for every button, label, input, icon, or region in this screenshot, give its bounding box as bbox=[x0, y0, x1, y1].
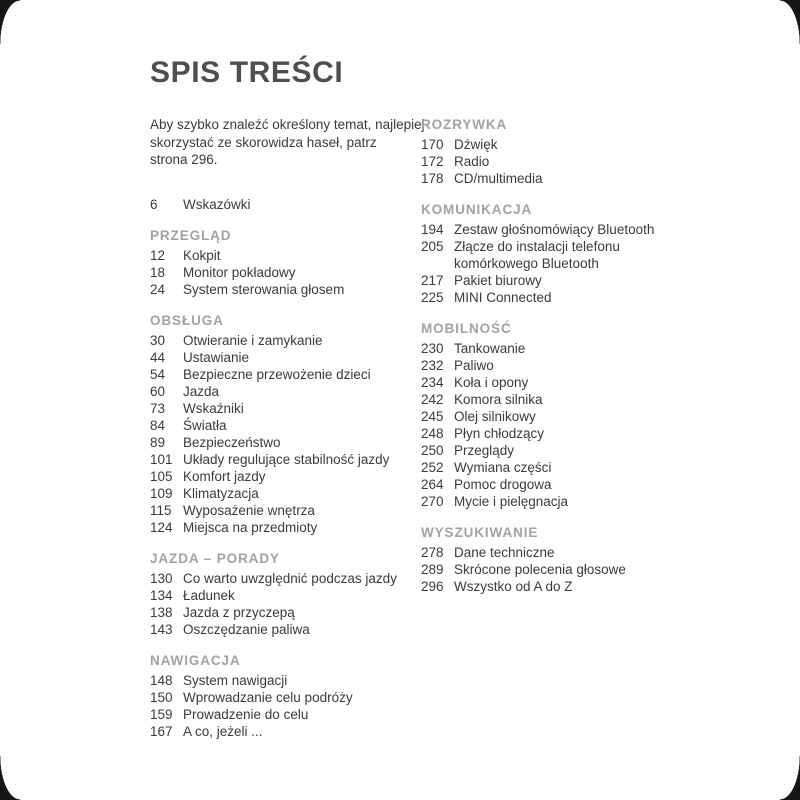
section-heading: OBSŁUGA bbox=[150, 312, 224, 328]
entry-label: MINI Connected bbox=[454, 290, 552, 305]
entry-label: Kokpit bbox=[183, 247, 221, 263]
entry-page-number: 205 bbox=[421, 239, 444, 254]
entry-page-number: 138 bbox=[150, 604, 173, 620]
toc-entry bbox=[150, 247, 430, 264]
entry-page-number: 24 bbox=[150, 281, 166, 297]
toc-entry bbox=[421, 153, 693, 170]
toc-entry bbox=[421, 357, 693, 374]
toc-entry bbox=[150, 485, 430, 502]
entry-page-number: 12 bbox=[150, 247, 166, 263]
entry-label: Tankowanie bbox=[454, 341, 526, 356]
toc-entry bbox=[150, 383, 430, 400]
entry-label: Pakiet biurowy bbox=[454, 273, 542, 288]
entry-label: Wszystko od A do Z bbox=[454, 579, 573, 594]
toc-entry bbox=[150, 587, 430, 604]
entry-page-number: 232 bbox=[421, 358, 444, 373]
section-heading: NAWIGACJA bbox=[150, 652, 241, 668]
toc-entry bbox=[421, 561, 693, 578]
photo-corner-mark-top-left bbox=[0, 0, 20, 44]
entry-page-number: 115 bbox=[150, 502, 172, 518]
entry-page-number: 101 bbox=[150, 451, 173, 467]
entry-label: Olej silnikowy bbox=[454, 409, 536, 424]
entry-page-number: 6 bbox=[150, 196, 158, 212]
entry-page-number: 172 bbox=[421, 154, 444, 169]
entry-page-number: 105 bbox=[150, 468, 173, 484]
entry-label: Złącze do instalacji telefonu komórkowego Bluetooth bbox=[454, 239, 620, 271]
toc-entry bbox=[150, 689, 430, 706]
entry-label: CD/multimedia bbox=[454, 171, 543, 186]
toc-entry bbox=[421, 272, 693, 289]
entry-page-number: 159 bbox=[150, 706, 173, 722]
toc-entry bbox=[150, 264, 430, 281]
entry-page-number: 289 bbox=[421, 562, 444, 577]
entry-label: Światła bbox=[183, 417, 227, 433]
toc-entry bbox=[150, 604, 430, 621]
toc-entry bbox=[150, 434, 430, 451]
toc-entry bbox=[150, 502, 430, 519]
photo-corner-mark-bottom-left bbox=[0, 756, 20, 800]
entry-page-number: 73 bbox=[150, 400, 166, 416]
toc-entry bbox=[421, 374, 693, 391]
toc-entry bbox=[150, 570, 430, 587]
toc-section bbox=[421, 320, 693, 510]
toc-section bbox=[421, 524, 693, 595]
entry-label: Płyn chłodzący bbox=[454, 426, 545, 441]
toc-entry bbox=[150, 400, 430, 417]
toc-entry bbox=[421, 459, 693, 476]
entry-page-number: 130 bbox=[150, 570, 173, 586]
entry-label: Dane techniczne bbox=[454, 545, 555, 560]
entry-page-number: 150 bbox=[150, 689, 173, 705]
toc-entry bbox=[421, 170, 693, 187]
entry-label: Dźwięk bbox=[454, 137, 498, 152]
entry-page-number: 54 bbox=[150, 366, 166, 382]
page-title: SPIS TREŚCI bbox=[150, 56, 344, 89]
entry-label: Wskaźniki bbox=[183, 400, 244, 416]
section-heading: JAZDA – PORADY bbox=[150, 550, 280, 566]
toc-entry bbox=[421, 391, 693, 408]
entry-label: Zestaw głośnomówiący Bluetooth bbox=[454, 222, 655, 237]
intro-line: Aby szybko znaleźć określony temat, najlepiej bbox=[150, 117, 425, 132]
toc-right-column bbox=[421, 116, 693, 609]
entry-page-number: 242 bbox=[421, 392, 444, 407]
entry-page-number: 225 bbox=[421, 290, 444, 305]
entry-label: Koła i opony bbox=[454, 375, 529, 390]
entry-label: Pomoc drogowa bbox=[454, 477, 552, 492]
entry-page-number: 234 bbox=[421, 375, 444, 390]
toc-entry bbox=[421, 578, 693, 595]
intro-line: strona 296. bbox=[150, 152, 218, 167]
toc-right-sections bbox=[421, 116, 693, 595]
section-heading: ROZRYWKA bbox=[421, 117, 508, 132]
entry-label: Miejsca na przedmioty bbox=[183, 519, 318, 535]
entry-page-number: 89 bbox=[150, 434, 166, 450]
entry-page-number: 252 bbox=[421, 460, 444, 475]
entry-page-number: 270 bbox=[421, 494, 444, 509]
toc-entry bbox=[150, 349, 430, 366]
entry-label: Wyposażenie wnętrza bbox=[183, 502, 315, 518]
entry-page-number: 18 bbox=[150, 264, 166, 280]
entry-page-number: 296 bbox=[421, 579, 444, 594]
intro-text bbox=[150, 116, 430, 169]
entry-label: Bezpieczne przewożenie dzieci bbox=[183, 366, 371, 382]
toc-entry bbox=[421, 408, 693, 425]
toc-section bbox=[421, 116, 693, 187]
entry-label: Przeglądy bbox=[454, 443, 515, 458]
toc-entry bbox=[150, 332, 430, 349]
entry-page-number: 60 bbox=[150, 383, 166, 399]
intro-line: skorzystać ze skorowidza haseł, patrz bbox=[150, 134, 377, 150]
entry-page-number: 245 bbox=[421, 409, 444, 424]
section-heading: MOBILNOŚĆ bbox=[421, 321, 512, 336]
toc-entry bbox=[421, 442, 693, 459]
toc-entry bbox=[150, 417, 430, 434]
toc-entry bbox=[150, 366, 430, 383]
entry-page-number: 44 bbox=[150, 349, 166, 365]
entry-label: Oszczędzanie paliwa bbox=[183, 621, 310, 637]
entry-label: Co warto uwzględnić podczas jazdy bbox=[183, 570, 397, 586]
toc-entry bbox=[150, 723, 430, 740]
entry-page-number: 84 bbox=[150, 417, 166, 433]
entry-label: Bezpieczeństwo bbox=[183, 434, 281, 450]
section-heading: WYSZUKIWANIE bbox=[421, 525, 539, 540]
toc-entry bbox=[421, 476, 693, 493]
entry-label: Jazda z przyczepą bbox=[183, 604, 295, 620]
toc-section bbox=[150, 652, 430, 740]
toc-entry bbox=[421, 238, 693, 272]
toc-left-column bbox=[150, 116, 430, 754]
toc-section bbox=[150, 196, 430, 213]
toc-entry bbox=[150, 672, 430, 689]
toc-entry bbox=[150, 281, 430, 298]
entry-label: Klimatyzacja bbox=[183, 485, 259, 501]
entry-label: Wprowadzanie celu podróży bbox=[183, 689, 353, 705]
toc-entry bbox=[150, 468, 430, 485]
toc-entry bbox=[421, 425, 693, 442]
toc-section bbox=[150, 227, 430, 298]
entry-label: Jazda bbox=[183, 383, 220, 399]
toc-entry bbox=[421, 340, 693, 357]
toc-left-sections bbox=[150, 196, 430, 740]
toc-section bbox=[150, 312, 430, 536]
entry-page-number: 278 bbox=[421, 545, 444, 560]
entry-label: Skrócone polecenia głosowe bbox=[454, 562, 626, 577]
entry-label: Prowadzenie do celu bbox=[183, 706, 309, 722]
toc-entry bbox=[150, 196, 430, 213]
entry-label: Radio bbox=[454, 154, 490, 169]
toc-section bbox=[150, 550, 430, 638]
photo-corner-mark-bottom-right bbox=[780, 756, 800, 800]
entry-page-number: 170 bbox=[421, 137, 444, 152]
entry-page-number: 30 bbox=[150, 332, 166, 348]
entry-page-number: 143 bbox=[150, 621, 173, 637]
entry-label: Paliwo bbox=[454, 358, 494, 373]
entry-page-number: 264 bbox=[421, 477, 444, 492]
entry-label: Ustawianie bbox=[183, 349, 250, 365]
toc-entry bbox=[421, 544, 693, 561]
entry-label: Wymiana części bbox=[454, 460, 552, 475]
entry-label: Komora silnika bbox=[454, 392, 543, 407]
entry-page-number: 248 bbox=[421, 426, 444, 441]
toc-entry bbox=[421, 136, 693, 153]
entry-page-number: 148 bbox=[150, 672, 173, 688]
toc-entry bbox=[150, 706, 430, 723]
entry-page-number: 250 bbox=[421, 443, 444, 458]
entry-page-number: 134 bbox=[150, 587, 173, 603]
entry-label: Komfort jazdy bbox=[183, 468, 266, 484]
toc-entry bbox=[421, 493, 693, 510]
entry-label: Mycie i pielęgnacja bbox=[454, 494, 569, 509]
section-heading: KOMUNIKACJA bbox=[421, 202, 533, 217]
entry-label: A co, jeżeli ... bbox=[183, 723, 263, 739]
toc-entry bbox=[150, 621, 430, 638]
toc-section bbox=[421, 201, 693, 306]
entry-page-number: 124 bbox=[150, 519, 173, 535]
entry-label: Monitor pokładowy bbox=[183, 264, 296, 280]
toc-entry bbox=[421, 221, 693, 238]
section-heading: PRZEGLĄD bbox=[150, 227, 232, 243]
entry-label: Ładunek bbox=[183, 587, 235, 603]
toc-entry bbox=[150, 451, 430, 468]
entry-label: Wskazówki bbox=[183, 196, 251, 212]
photo-corner-mark-top-right bbox=[780, 0, 800, 44]
entry-label: Otwieranie i zamykanie bbox=[183, 332, 323, 348]
entry-page-number: 217 bbox=[421, 273, 444, 288]
entry-page-number: 230 bbox=[421, 341, 444, 356]
entry-label: System nawigacji bbox=[183, 672, 288, 688]
entry-label: Układy regulujące stabilność jazdy bbox=[183, 451, 390, 467]
toc-entry bbox=[150, 519, 430, 536]
entry-page-number: 178 bbox=[421, 171, 444, 186]
entry-page-number: 167 bbox=[150, 723, 173, 739]
entry-page-number: 194 bbox=[421, 222, 444, 237]
entry-label: System sterowania głosem bbox=[183, 281, 345, 297]
toc-entry bbox=[421, 289, 693, 306]
entry-page-number: 109 bbox=[150, 485, 173, 501]
